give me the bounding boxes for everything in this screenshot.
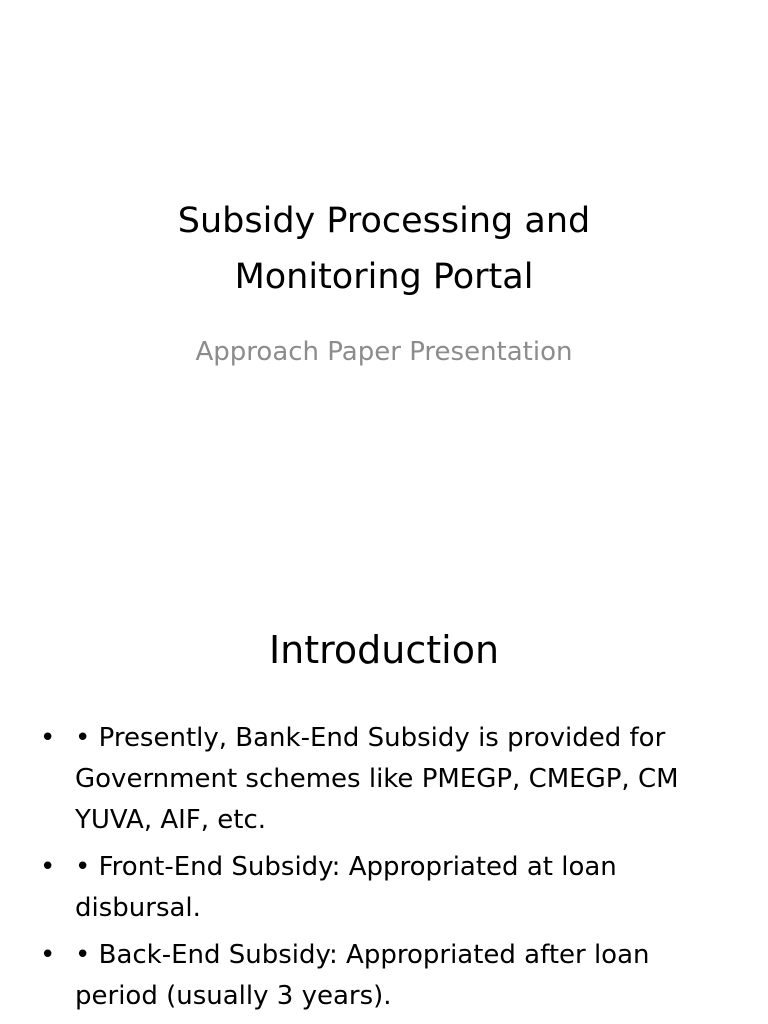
bullet-marker: • — [40, 852, 56, 882]
introduction-heading: Introduction — [268, 628, 500, 672]
bullet-text: • Presently, Bank-End Subsidy is provided for Government schemes like PMEGP, CMEGP, CM YUVA, AIF, etc. — [75, 723, 679, 835]
bullet-text: • Front-End Subsidy: Appropriated at loan disbursal. — [75, 852, 617, 923]
bullet-item — [40, 847, 730, 929]
bullet-item — [40, 718, 730, 841]
bullet-item — [40, 935, 730, 1017]
slide-title — [84, 193, 684, 305]
bullet-text: • Back-End Subsidy: Appropriated after loan period (usually 3 years). — [75, 940, 650, 1011]
bullet-marker: • — [40, 940, 56, 970]
slide-subtitle: Approach Paper Presentation — [195, 337, 573, 367]
introduction-slide — [0, 576, 768, 1024]
slide-title-line-1: Subsidy Processing and — [177, 201, 591, 241]
bullet-list — [40, 718, 730, 1023]
bullet-marker: • — [40, 723, 56, 753]
slide-title-line-2: Monitoring Portal — [234, 257, 534, 297]
